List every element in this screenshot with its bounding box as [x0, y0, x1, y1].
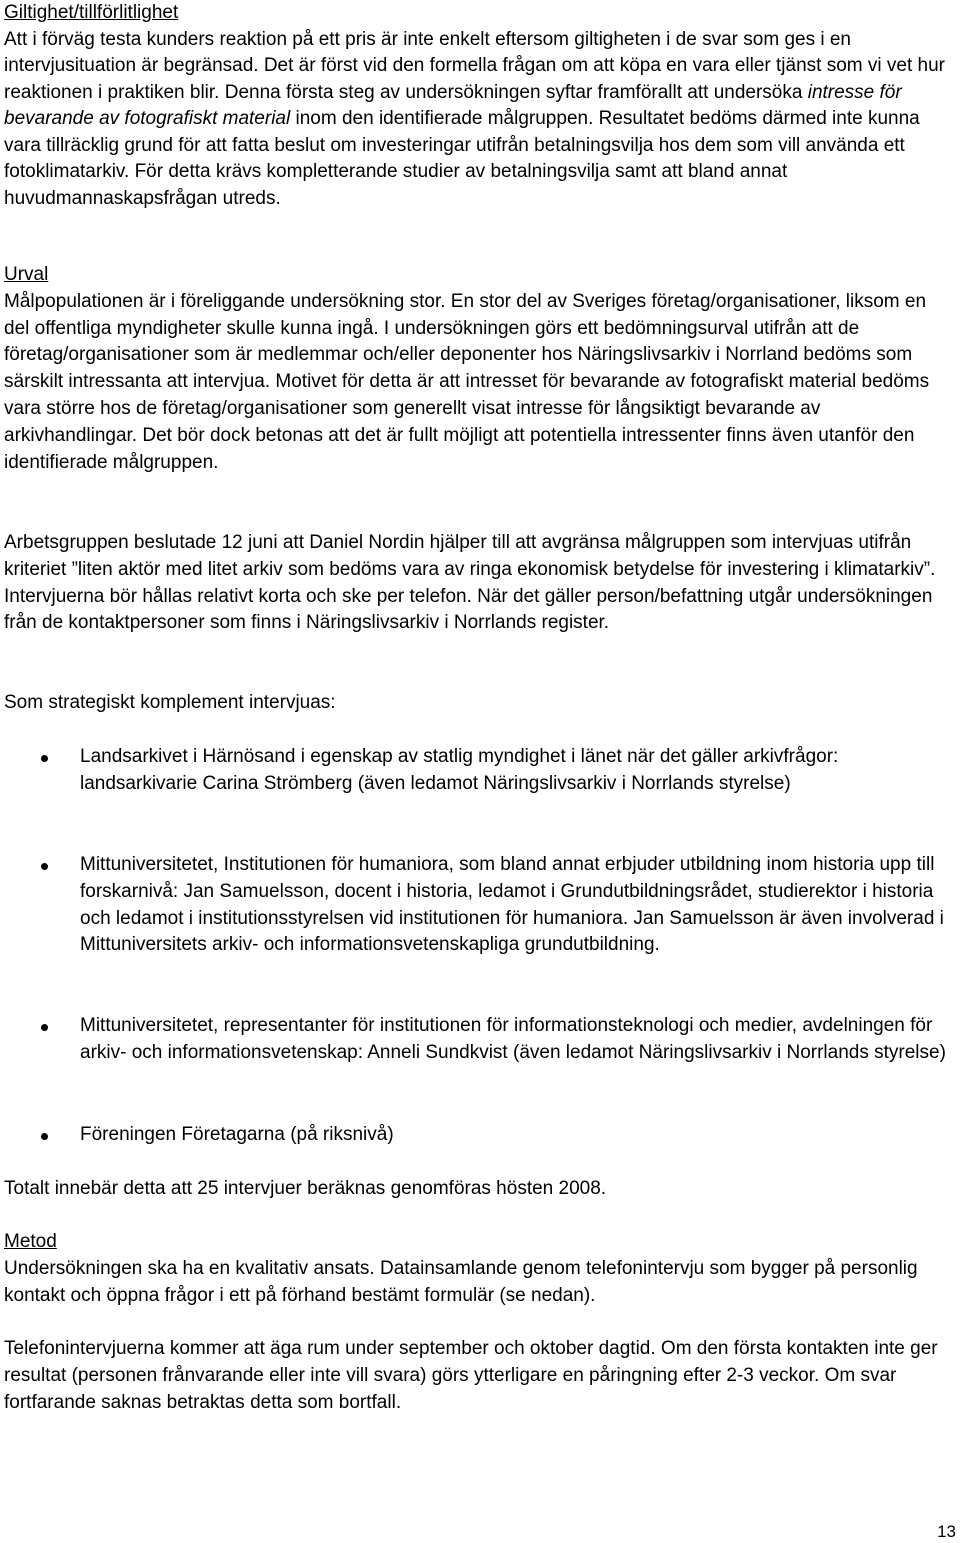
urval-paragraph-2: Arbetsgruppen beslutade 12 juni att Daniel Nordin hjälper till att avgränsa målgruppen som intervjuas utifrån kriteriet ”liten aktör med litet arkiv som bedöms vara av ringa ekonomisk betydelse för investering i klimatarkiv”. Intervjuerna bör hållas relativt korta och ske per telefon. När det gäller person/befattning utgår undersökningen från de kontaktpersoner som finns i Näringslivsarkiv i Norrlands register. — [4, 532, 936, 634]
bullet-icon — [41, 1024, 48, 1031]
section-giltighet — [4, 0, 956, 212]
page-number: 13 — [937, 1522, 956, 1541]
bullet-icon — [41, 863, 48, 870]
section-metod — [4, 1229, 956, 1309]
metod-paragraph-2-block — [4, 1336, 956, 1416]
bullet-icon — [41, 755, 48, 762]
list-item-text: Mittuniversitetet, Institutionen för humaniora, som bland annat erbjuder utbildning inom historia upp till forskarnivå: Jan Samuelsson, docent i historia, ledamot i Grundutbildningsrådet, studierektor i historia och ledamot i institutionsstyrelsen vid institutionen för humaniora. Jan Samuelsson är även involverad i Mittuniversitets arkiv- och informationsvetenskapliga grundutbildning. — [80, 854, 944, 956]
giltighet-paragraph — [4, 27, 956, 213]
urval-paragraph-2-block — [4, 530, 956, 637]
list-item-text: Landsarkivet i Härnösand i egenskap av statlig myndighet i länet när det gäller arkivfrågor: landsarkivarie Carina Strömberg (även ledamot Näringslivsarkiv i Norrlands styrelse) — [80, 746, 839, 794]
section-heading-urval: Urval — [4, 264, 49, 285]
bullet-icon — [41, 1133, 48, 1140]
section-urval — [4, 262, 956, 476]
urval-paragraph-3-block — [4, 690, 956, 717]
giltighet-text-a: Att i förväg testa kunders reaktion på ett pris är inte enkelt eftersom giltigheten i de svar som ges i en intervjusituation är begränsad. Det är först vid den formella frågan om att köpa en vara eller tjänst som vi vet hur reaktionen i praktiken blir. Denna första steg av undersökningen syftar framförallt att undersöka — [4, 28, 945, 103]
metod-paragraph-2: Telefonintervjuerna kommer att äga rum under september och oktober dagtid. Om den första kontakten inte ger resultat (personen frånvarande eller inte vill svara) görs ytterligare en påringning efter 2-3 veckor. Om svar fortfarande saknas betraktas detta som bortfall. — [4, 1338, 938, 1413]
metod-paragraph-1: Undersökningen ska ha en kvalitativ ansats. Datainsamlande genom telefonintervju som bygger på personlig kontakt och öppna frågor i ett på förhand bestämt formulär (se nedan). — [4, 1257, 918, 1306]
giltighet-text-italic: intresse för bevarande av fotografiskt material — [4, 81, 902, 129]
urval-paragraph-3: Som strategiskt komplement intervjuas: — [4, 692, 336, 713]
section-heading-giltighet: Giltighet/tillförlitlighet — [4, 2, 179, 23]
urval-paragraph-4-block — [4, 1176, 956, 1203]
section-heading-metod: Metod — [4, 1231, 57, 1252]
giltighet-text-b: inom den identifierade målgruppen. Resultatet bedöms därmed inte kunna vara tillräcklig grund för att fatta beslut om investeringar utifrån betalningsvilja hos dem som vill använda ett fotoklimatarkiv. För detta krävs kompletterande studier av betalningsvilja samt att bland annat huvudmannaskapsfrågan utreds. — [4, 108, 920, 209]
list-item-text: Mittuniversitetet, representanter för institutionen för informationsteknologi och medier, avdelningen för arkiv- och informationsvetenskap: Anneli Sundkvist (även ledamot Näringslivsarkiv i Norrlands styrelse) — [80, 1015, 946, 1063]
list-item-text: Föreningen Företagarna (på riksnivå) — [80, 1124, 394, 1145]
urval-paragraph-4: Totalt innebär detta att 25 intervjuer beräknas genomföras hösten 2008. — [4, 1178, 607, 1199]
urval-paragraph-1: Målpopulationen är i föreliggande undersökning stor. En stor del av Sveriges företag/organisationer, liksom en del offentliga myndigheter skulle kunna ingå. I undersökningen görs ett bedömningsurval utifrån att de företag/organisationer som är medlemmar och/eller deponenter hos Näringslivsarkiv i Norrland bedöms som särskilt intressanta att intervjua. Motivet för detta är att intresset för bevarande av fotografiskt material bedöms vara större hos de företag/organisationer som generellt visat intresse för långsiktigt bevarande av arkivhandlingar. Det bör dock betonas att det är fullt möjligt att potentiella intressenter finns även utanför den identifierade målgruppen. — [4, 290, 930, 473]
